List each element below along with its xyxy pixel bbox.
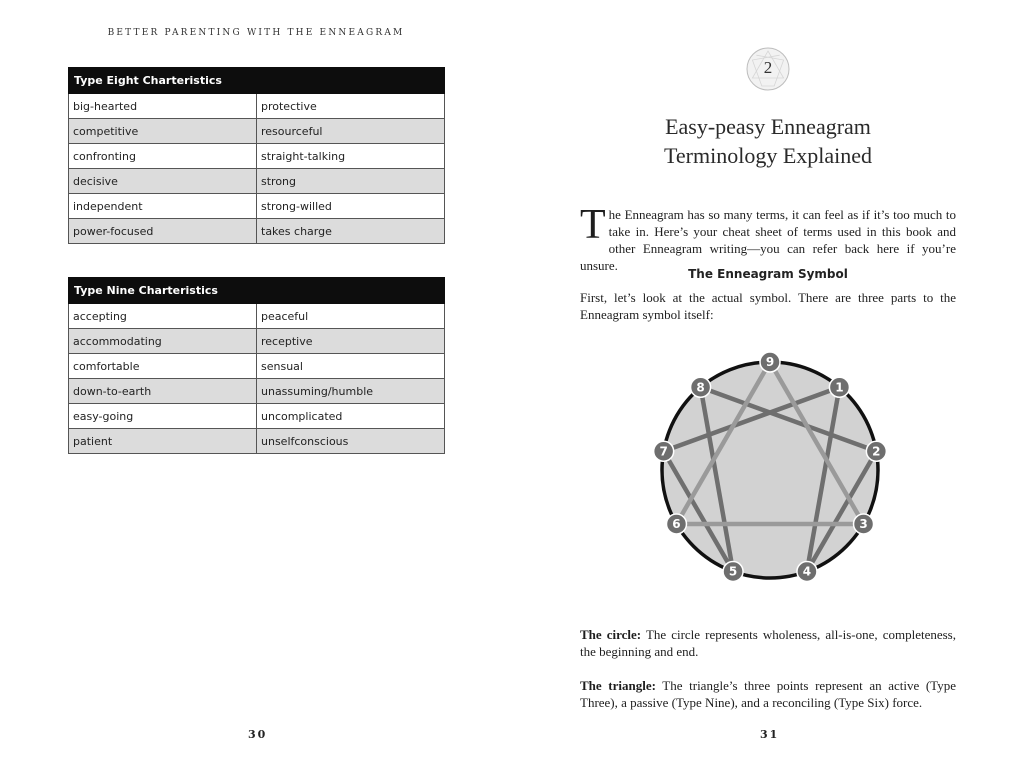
table-cell: takes charge [257, 219, 445, 244]
intro-paragraph [580, 202, 956, 274]
drop-cap: T [580, 202, 606, 248]
triangle-paragraph [580, 677, 956, 711]
right-page [512, 0, 1024, 768]
table-cell: big-hearted [69, 94, 257, 119]
table-row [69, 119, 445, 144]
table-cell: competitive [69, 119, 257, 144]
page-number: 30 [248, 728, 268, 741]
enneagram-symbol [636, 340, 916, 602]
table-cell: unassuming/humble [257, 379, 445, 404]
table-cell: confronting [69, 144, 257, 169]
table-cell: patient [69, 429, 257, 454]
table-row [69, 404, 445, 429]
enneagram-point-label: 2 [872, 444, 881, 459]
table-cell: down-to-earth [69, 379, 257, 404]
symbol-intro-paragraph: First, let’s look at the actual symbol. There are three parts to the Enneagram symbol itself: [580, 290, 956, 322]
table-row [69, 304, 445, 329]
table-cell: straight-talking [257, 144, 445, 169]
enneagram-point-label: 9 [765, 355, 775, 370]
enneagram-point-label: 4 [802, 564, 812, 579]
intro-text: he Enneagram has so many terms, it can feel as if it’s too much to take in. Here’s your cheat sheet of terms used in this book and other Enneagram writing—you can refer back here if you’re unsure. [580, 207, 956, 273]
circle-paragraph [580, 626, 956, 660]
table-cell: unselfconscious [257, 429, 445, 454]
table-cell: easy-going [69, 404, 257, 429]
running-head: BETTER PARENTING WITH THE ENNEAGRAM [107, 28, 405, 38]
page-number: 31 [760, 728, 780, 741]
enneagram-point-label: 3 [859, 517, 868, 532]
type-eight-table [68, 67, 445, 244]
table-cell: comfortable [69, 354, 257, 379]
table-cell: strong-willed [257, 194, 445, 219]
table-cell: strong [257, 169, 445, 194]
table-cell: power-focused [69, 219, 257, 244]
table-cell: decisive [69, 169, 257, 194]
table-cell: resourceful [257, 119, 445, 144]
type-nine-table [68, 277, 445, 454]
table-row [69, 169, 445, 194]
chapter-number: 2 [763, 58, 773, 77]
table-row [69, 329, 445, 354]
table-cell: accepting [69, 304, 257, 329]
table-row [69, 194, 445, 219]
table-cell: uncomplicated [257, 404, 445, 429]
circle-term: The circle: [580, 627, 642, 642]
chapter-title-line-1: Easy-peasy Enneagram [665, 114, 871, 139]
table-cell: receptive [257, 329, 445, 354]
chapter-title-line-2: Terminology Explained [663, 143, 873, 168]
table-cell: protective [257, 94, 445, 119]
table-title: Type Eight Charteristics [69, 68, 445, 94]
table-cell: sensual [257, 354, 445, 379]
table-cell: accommodating [69, 329, 257, 354]
table-row [69, 429, 445, 454]
enneagram-point-label: 8 [696, 380, 705, 395]
table-title: Type Nine Charteristics [69, 278, 445, 304]
table-row [69, 219, 445, 244]
circle-text: The circle represents wholeness, all-is-one, completeness, the beginning and end. [580, 627, 956, 659]
enneagram-point-label: 5 [728, 564, 738, 579]
enneagram-point-label: 7 [659, 444, 668, 459]
enneagram-point-label: 1 [835, 380, 844, 395]
section-heading: The Enneagram Symbol [688, 267, 848, 281]
table-row [69, 144, 445, 169]
enneagram-point-label: 6 [672, 517, 681, 532]
triangle-term: The triangle: [580, 678, 656, 693]
table-cell: independent [69, 194, 257, 219]
table-row [69, 379, 445, 404]
chapter-title [580, 112, 956, 170]
triangle-text: The triangle’s three points represent an active (Type Three), a passive (Type Nine), and a reconciling (Type Six) force. [580, 678, 956, 710]
table-row [69, 94, 445, 119]
table-row [69, 354, 445, 379]
table-cell: peaceful [257, 304, 445, 329]
